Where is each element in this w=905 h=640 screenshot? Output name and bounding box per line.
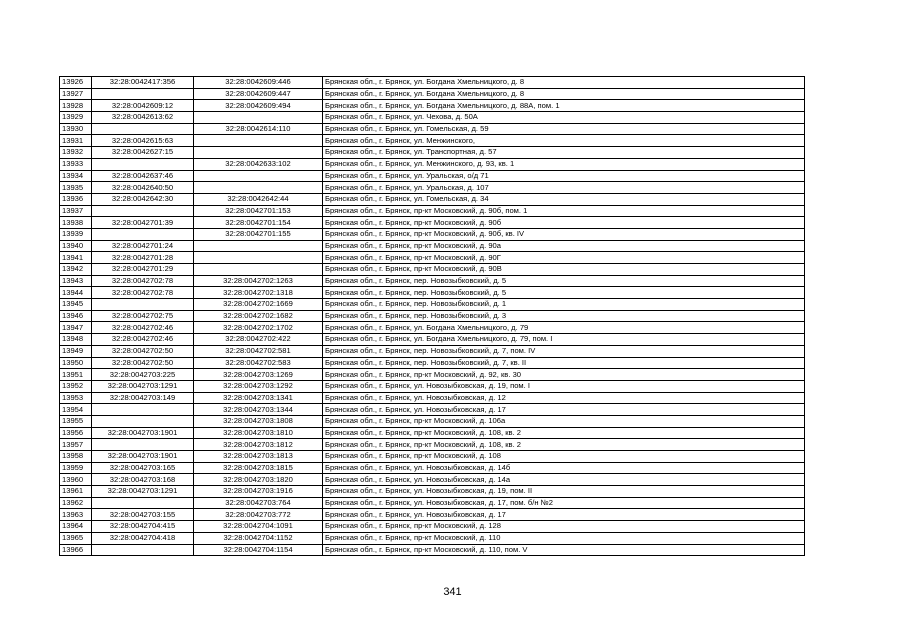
table-row xyxy=(60,275,805,287)
row-number-cell: 13936 xyxy=(60,193,92,205)
row-number-cell: 13941 xyxy=(60,252,92,264)
address-cell: Брянская обл., г. Брянск, ул. Богдана Хмельницкого, д. 8 xyxy=(323,88,805,100)
address-cell: Брянская обл., г. Брянск, пер. Новозыбковский, д. 7, пом. IV xyxy=(323,345,805,357)
row-number-cell: 13949 xyxy=(60,345,92,357)
row-number-cell: 13966 xyxy=(60,544,92,556)
row-number-cell: 13952 xyxy=(60,380,92,392)
address-cell: Брянская обл., г. Брянск, ул. Новозыбковская, д. 19, пом. II xyxy=(323,486,805,498)
address-cell: Брянская обл., г. Брянск, ул. Новозыбковская, д. 17, пом. б/н №2 xyxy=(323,497,805,509)
row-number-cell: 13940 xyxy=(60,240,92,252)
cadastral-number-cell: 32:28:0042701:24 xyxy=(92,240,194,252)
address-cell: Брянская обл., г. Брянск, ул. Гомельская, д. 59 xyxy=(323,123,805,135)
row-number-cell: 13937 xyxy=(60,205,92,217)
table-row xyxy=(60,170,805,182)
object-cadastral-number-cell: 32:28:0042703:1812 xyxy=(194,439,323,451)
object-cadastral-number-cell: 32:28:0042703:1820 xyxy=(194,474,323,486)
table-row xyxy=(60,462,805,474)
table-row xyxy=(60,486,805,498)
table-row xyxy=(60,509,805,521)
row-number-cell: 13935 xyxy=(60,182,92,194)
row-number-cell: 13926 xyxy=(60,77,92,89)
address-cell: Брянская обл., г. Брянск, пр-кт Московский, д. 90б xyxy=(323,217,805,229)
table-row xyxy=(60,532,805,544)
address-cell: Брянская обл., г. Брянск, пр-кт Московский, д. 106а xyxy=(323,415,805,427)
row-number-cell: 13965 xyxy=(60,532,92,544)
row-number-cell: 13963 xyxy=(60,509,92,521)
page-number: 341 xyxy=(443,586,462,598)
cadastral-number-cell xyxy=(92,228,194,240)
object-cadastral-number-cell: 32:28:0042704:1091 xyxy=(194,521,323,533)
cadastral-number-cell xyxy=(92,205,194,217)
address-cell: Брянская обл., г. Брянск, ул. Уральская, о/д 71 xyxy=(323,170,805,182)
table-row xyxy=(60,100,805,112)
address-cell: Брянская обл., г. Брянск, ул. Богдана Хмельницкого, д. 88А, пом. 1 xyxy=(323,100,805,112)
address-cell: Брянская обл., г. Брянск, ул. Новозыбковская, д. 12 xyxy=(323,392,805,404)
object-cadastral-number-cell: 32:28:0042609:446 xyxy=(194,77,323,89)
table-row xyxy=(60,521,805,533)
row-number-cell: 13954 xyxy=(60,404,92,416)
table-row xyxy=(60,345,805,357)
cadastral-number-cell: 32:28:0042702:50 xyxy=(92,345,194,357)
row-number-cell: 13933 xyxy=(60,158,92,170)
cadastral-number-cell: 32:28:0042703:1901 xyxy=(92,427,194,439)
address-cell: Брянская обл., г. Брянск, ул. Новозыбковская, д. 14б xyxy=(323,462,805,474)
row-number-cell: 13962 xyxy=(60,497,92,509)
row-number-cell: 13960 xyxy=(60,474,92,486)
row-number-cell: 13939 xyxy=(60,228,92,240)
object-cadastral-number-cell: 32:28:0042702:581 xyxy=(194,345,323,357)
cadastral-number-cell: 32:28:0042701:29 xyxy=(92,264,194,276)
address-cell: Брянская обл., г. Брянск, пр-кт Московский, д. 108, кв. 2 xyxy=(323,439,805,451)
cadastral-number-cell: 32:28:0042704:418 xyxy=(92,532,194,544)
row-number-cell: 13953 xyxy=(60,392,92,404)
address-cell: Брянская обл., г. Брянск, пер. Новозыбковский, д. 5 xyxy=(323,287,805,299)
row-number-cell: 13961 xyxy=(60,486,92,498)
object-cadastral-number-cell: 32:28:0042704:1154 xyxy=(194,544,323,556)
address-cell: Брянская обл., г. Брянск, пр-кт Московский, д. 90Г xyxy=(323,252,805,264)
cadastral-number-cell: 32:28:0042703:165 xyxy=(92,462,194,474)
object-cadastral-number-cell xyxy=(194,240,323,252)
row-number-cell: 13930 xyxy=(60,123,92,135)
cadastral-number-cell xyxy=(92,415,194,427)
object-cadastral-number-cell: 32:28:0042609:494 xyxy=(194,100,323,112)
table-row xyxy=(60,299,805,311)
row-number-cell: 13931 xyxy=(60,135,92,147)
row-number-cell: 13934 xyxy=(60,170,92,182)
object-cadastral-number-cell: 32:28:0042703:764 xyxy=(194,497,323,509)
table-row xyxy=(60,404,805,416)
address-cell: Брянская обл., г. Брянск, пр-кт Московский, д. 108, кв. 2 xyxy=(323,427,805,439)
object-cadastral-number-cell: 32:28:0042701:155 xyxy=(194,228,323,240)
address-cell: Брянская обл., г. Брянск, ул. Богдана Хмельницкого, д. 8 xyxy=(323,77,805,89)
table-row xyxy=(60,427,805,439)
cadastral-number-cell: 32:28:0042615:63 xyxy=(92,135,194,147)
table-row xyxy=(60,310,805,322)
address-cell: Брянская обл., г. Брянск, ул. Новозыбковская, д. 17 xyxy=(323,509,805,521)
cadastral-number-cell: 32:28:0042642:30 xyxy=(92,193,194,205)
object-cadastral-number-cell xyxy=(194,147,323,159)
table-row xyxy=(60,112,805,124)
address-cell: Брянская обл., г. Брянск, пр-кт Московский, д. 92, кв. 30 xyxy=(323,369,805,381)
cadastral-number-cell: 32:28:0042609:12 xyxy=(92,100,194,112)
address-cell: Брянская обл., г. Брянск, ул. Новозыбковская, д. 19, пом. I xyxy=(323,380,805,392)
object-cadastral-number-cell: 32:28:0042702:422 xyxy=(194,334,323,346)
cadastral-number-cell: 32:28:0042703:149 xyxy=(92,392,194,404)
cadastral-number-cell: 32:28:0042703:168 xyxy=(92,474,194,486)
object-cadastral-number-cell: 32:28:0042701:153 xyxy=(194,205,323,217)
table-row xyxy=(60,228,805,240)
registry-table-body xyxy=(60,77,805,556)
object-cadastral-number-cell: 32:28:0042703:1344 xyxy=(194,404,323,416)
table-row xyxy=(60,544,805,556)
row-number-cell: 13956 xyxy=(60,427,92,439)
address-cell: Брянская обл., г. Брянск, пр-кт Московский, д. 108 xyxy=(323,451,805,463)
address-cell: Брянская обл., г. Брянск, пр-кт Московский, д. 90б, пом. 1 xyxy=(323,205,805,217)
cadastral-number-cell xyxy=(92,158,194,170)
cadastral-number-cell xyxy=(92,299,194,311)
table-row xyxy=(60,147,805,159)
address-cell: Брянская обл., г. Брянск, пр-кт Московский, д. 90б, кв. IV xyxy=(323,228,805,240)
object-cadastral-number-cell: 32:28:0042702:1318 xyxy=(194,287,323,299)
object-cadastral-number-cell: 32:28:0042703:772 xyxy=(194,509,323,521)
cadastral-number-cell: 32:28:0042702:46 xyxy=(92,322,194,334)
cadastral-number-cell xyxy=(92,544,194,556)
object-cadastral-number-cell: 32:28:0042703:1916 xyxy=(194,486,323,498)
address-cell: Брянская обл., г. Брянск, пр-кт Московский, д. 90В xyxy=(323,264,805,276)
object-cadastral-number-cell: 32:28:0042702:1702 xyxy=(194,322,323,334)
object-cadastral-number-cell xyxy=(194,264,323,276)
table-row xyxy=(60,322,805,334)
address-cell: Брянская обл., г. Брянск, пер. Новозыбковский, д. 5 xyxy=(323,275,805,287)
table-row xyxy=(60,193,805,205)
table-row xyxy=(60,415,805,427)
row-number-cell: 13946 xyxy=(60,310,92,322)
table-row xyxy=(60,123,805,135)
cadastral-number-cell: 32:28:0042703:1291 xyxy=(92,380,194,392)
table-row xyxy=(60,264,805,276)
object-cadastral-number-cell: 32:28:0042702:583 xyxy=(194,357,323,369)
address-cell: Брянская обл., г. Брянск, ул. Менжинского, д. 93, кв. 1 xyxy=(323,158,805,170)
address-cell: Брянская обл., г. Брянск, пр-кт Московский, д. 110 xyxy=(323,532,805,544)
table-row xyxy=(60,380,805,392)
row-number-cell: 13964 xyxy=(60,521,92,533)
object-cadastral-number-cell: 32:28:0042633:102 xyxy=(194,158,323,170)
address-cell: Брянская обл., г. Брянск, ул. Богдана Хмельницкого, д. 79 xyxy=(323,322,805,334)
row-number-cell: 13938 xyxy=(60,217,92,229)
row-number-cell: 13950 xyxy=(60,357,92,369)
object-cadastral-number-cell: 32:28:0042703:1815 xyxy=(194,462,323,474)
table-row xyxy=(60,497,805,509)
row-number-cell: 13945 xyxy=(60,299,92,311)
table-row xyxy=(60,451,805,463)
address-cell: Брянская обл., г. Брянск, ул. Богдана Хмельницкого, д. 79, пом. I xyxy=(323,334,805,346)
table-row xyxy=(60,287,805,299)
cadastral-number-cell: 32:28:0042627:15 xyxy=(92,147,194,159)
address-cell: Брянская обл., г. Брянск, ул. Новозыбковская, д. 14а xyxy=(323,474,805,486)
object-cadastral-number-cell: 32:28:0042609:447 xyxy=(194,88,323,100)
cadastral-number-cell: 32:28:0042703:1901 xyxy=(92,451,194,463)
row-number-cell: 13955 xyxy=(60,415,92,427)
table-row xyxy=(60,392,805,404)
table-row xyxy=(60,217,805,229)
cadastral-number-cell xyxy=(92,497,194,509)
address-cell: Брянская обл., г. Брянск, пр-кт Московский, д. 128 xyxy=(323,521,805,533)
address-cell: Брянская обл., г. Брянск, ул. Уральская, д. 107 xyxy=(323,182,805,194)
object-cadastral-number-cell: 32:28:0042642:44 xyxy=(194,193,323,205)
cadastral-number-cell: 32:28:0042702:78 xyxy=(92,275,194,287)
cadastral-number-cell: 32:28:0042702:50 xyxy=(92,357,194,369)
row-number-cell: 13948 xyxy=(60,334,92,346)
address-cell: Брянская обл., г. Брянск, ул. Менжинского, xyxy=(323,135,805,147)
address-cell: Брянская обл., г. Брянск, пер. Новозыбковский, д. 7, кв. II xyxy=(323,357,805,369)
row-number-cell: 13928 xyxy=(60,100,92,112)
object-cadastral-number-cell xyxy=(194,170,323,182)
object-cadastral-number-cell xyxy=(194,112,323,124)
cadastral-number-cell: 32:28:0042640:50 xyxy=(92,182,194,194)
address-cell: Брянская обл., г. Брянск, пр-кт Московский, д. 90а xyxy=(323,240,805,252)
cadastral-number-cell: 32:28:0042613:62 xyxy=(92,112,194,124)
object-cadastral-number-cell: 32:28:0042703:1292 xyxy=(194,380,323,392)
table-row xyxy=(60,158,805,170)
object-cadastral-number-cell: 32:28:0042702:1263 xyxy=(194,275,323,287)
row-number-cell: 13947 xyxy=(60,322,92,334)
cadastral-number-cell: 32:28:0042703:155 xyxy=(92,509,194,521)
address-cell: Брянская обл., г. Брянск, пер. Новозыбковский, д. 3 xyxy=(323,310,805,322)
registry-table xyxy=(59,76,805,556)
object-cadastral-number-cell: 32:28:0042614:110 xyxy=(194,123,323,135)
table-row xyxy=(60,252,805,264)
table-row xyxy=(60,369,805,381)
object-cadastral-number-cell: 32:28:0042703:1808 xyxy=(194,415,323,427)
row-number-cell: 13958 xyxy=(60,451,92,463)
cadastral-number-cell: 32:28:0042637:46 xyxy=(92,170,194,182)
object-cadastral-number-cell xyxy=(194,182,323,194)
object-cadastral-number-cell: 32:28:0042704:1152 xyxy=(194,532,323,544)
row-number-cell: 13929 xyxy=(60,112,92,124)
row-number-cell: 13932 xyxy=(60,147,92,159)
table-row xyxy=(60,334,805,346)
address-cell: Брянская обл., г. Брянск, ул. Гомельская, д. 34 xyxy=(323,193,805,205)
row-number-cell: 13943 xyxy=(60,275,92,287)
cadastral-number-cell: 32:28:0042702:78 xyxy=(92,287,194,299)
cadastral-number-cell xyxy=(92,88,194,100)
object-cadastral-number-cell xyxy=(194,135,323,147)
object-cadastral-number-cell: 32:28:0042703:1269 xyxy=(194,369,323,381)
table-row xyxy=(60,88,805,100)
cadastral-number-cell: 32:28:0042702:46 xyxy=(92,334,194,346)
object-cadastral-number-cell: 32:28:0042703:1810 xyxy=(194,427,323,439)
row-number-cell: 13942 xyxy=(60,264,92,276)
address-cell: Брянская обл., г. Брянск, пр-кт Московский, д. 110, пом. V xyxy=(323,544,805,556)
table-row xyxy=(60,205,805,217)
object-cadastral-number-cell: 32:28:0042701:154 xyxy=(194,217,323,229)
object-cadastral-number-cell xyxy=(194,252,323,264)
object-cadastral-number-cell: 32:28:0042703:1341 xyxy=(194,392,323,404)
address-cell: Брянская обл., г. Брянск, ул. Новозыбковская, д. 17 xyxy=(323,404,805,416)
cadastral-number-cell: 32:28:0042701:39 xyxy=(92,217,194,229)
table-row xyxy=(60,77,805,89)
row-number-cell: 13951 xyxy=(60,369,92,381)
cadastral-number-cell: 32:28:0042701:28 xyxy=(92,252,194,264)
cadastral-number-cell xyxy=(92,404,194,416)
address-cell: Брянская обл., г. Брянск, ул. Чехова, д. 50А xyxy=(323,112,805,124)
table-row xyxy=(60,474,805,486)
cadastral-number-cell xyxy=(92,439,194,451)
cadastral-number-cell: 32:28:0042704:415 xyxy=(92,521,194,533)
cadastral-number-cell: 32:28:0042703:225 xyxy=(92,369,194,381)
row-number-cell: 13959 xyxy=(60,462,92,474)
cadastral-number-cell: 32:28:0042417:356 xyxy=(92,77,194,89)
table-row xyxy=(60,135,805,147)
table-row xyxy=(60,182,805,194)
object-cadastral-number-cell: 32:28:0042703:1813 xyxy=(194,451,323,463)
address-cell: Брянская обл., г. Брянск, пер. Новозыбковский, д. 1 xyxy=(323,299,805,311)
table-row xyxy=(60,357,805,369)
row-number-cell: 13957 xyxy=(60,439,92,451)
object-cadastral-number-cell: 32:28:0042702:1682 xyxy=(194,310,323,322)
table-row xyxy=(60,240,805,252)
row-number-cell: 13944 xyxy=(60,287,92,299)
object-cadastral-number-cell: 32:28:0042702:1669 xyxy=(194,299,323,311)
cadastral-number-cell: 32:28:0042703:1291 xyxy=(92,486,194,498)
row-number-cell: 13927 xyxy=(60,88,92,100)
cadastral-number-cell xyxy=(92,123,194,135)
table-row xyxy=(60,439,805,451)
address-cell: Брянская обл., г. Брянск, ул. Транспортная, д. 57 xyxy=(323,147,805,159)
cadastral-number-cell: 32:28:0042702:75 xyxy=(92,310,194,322)
